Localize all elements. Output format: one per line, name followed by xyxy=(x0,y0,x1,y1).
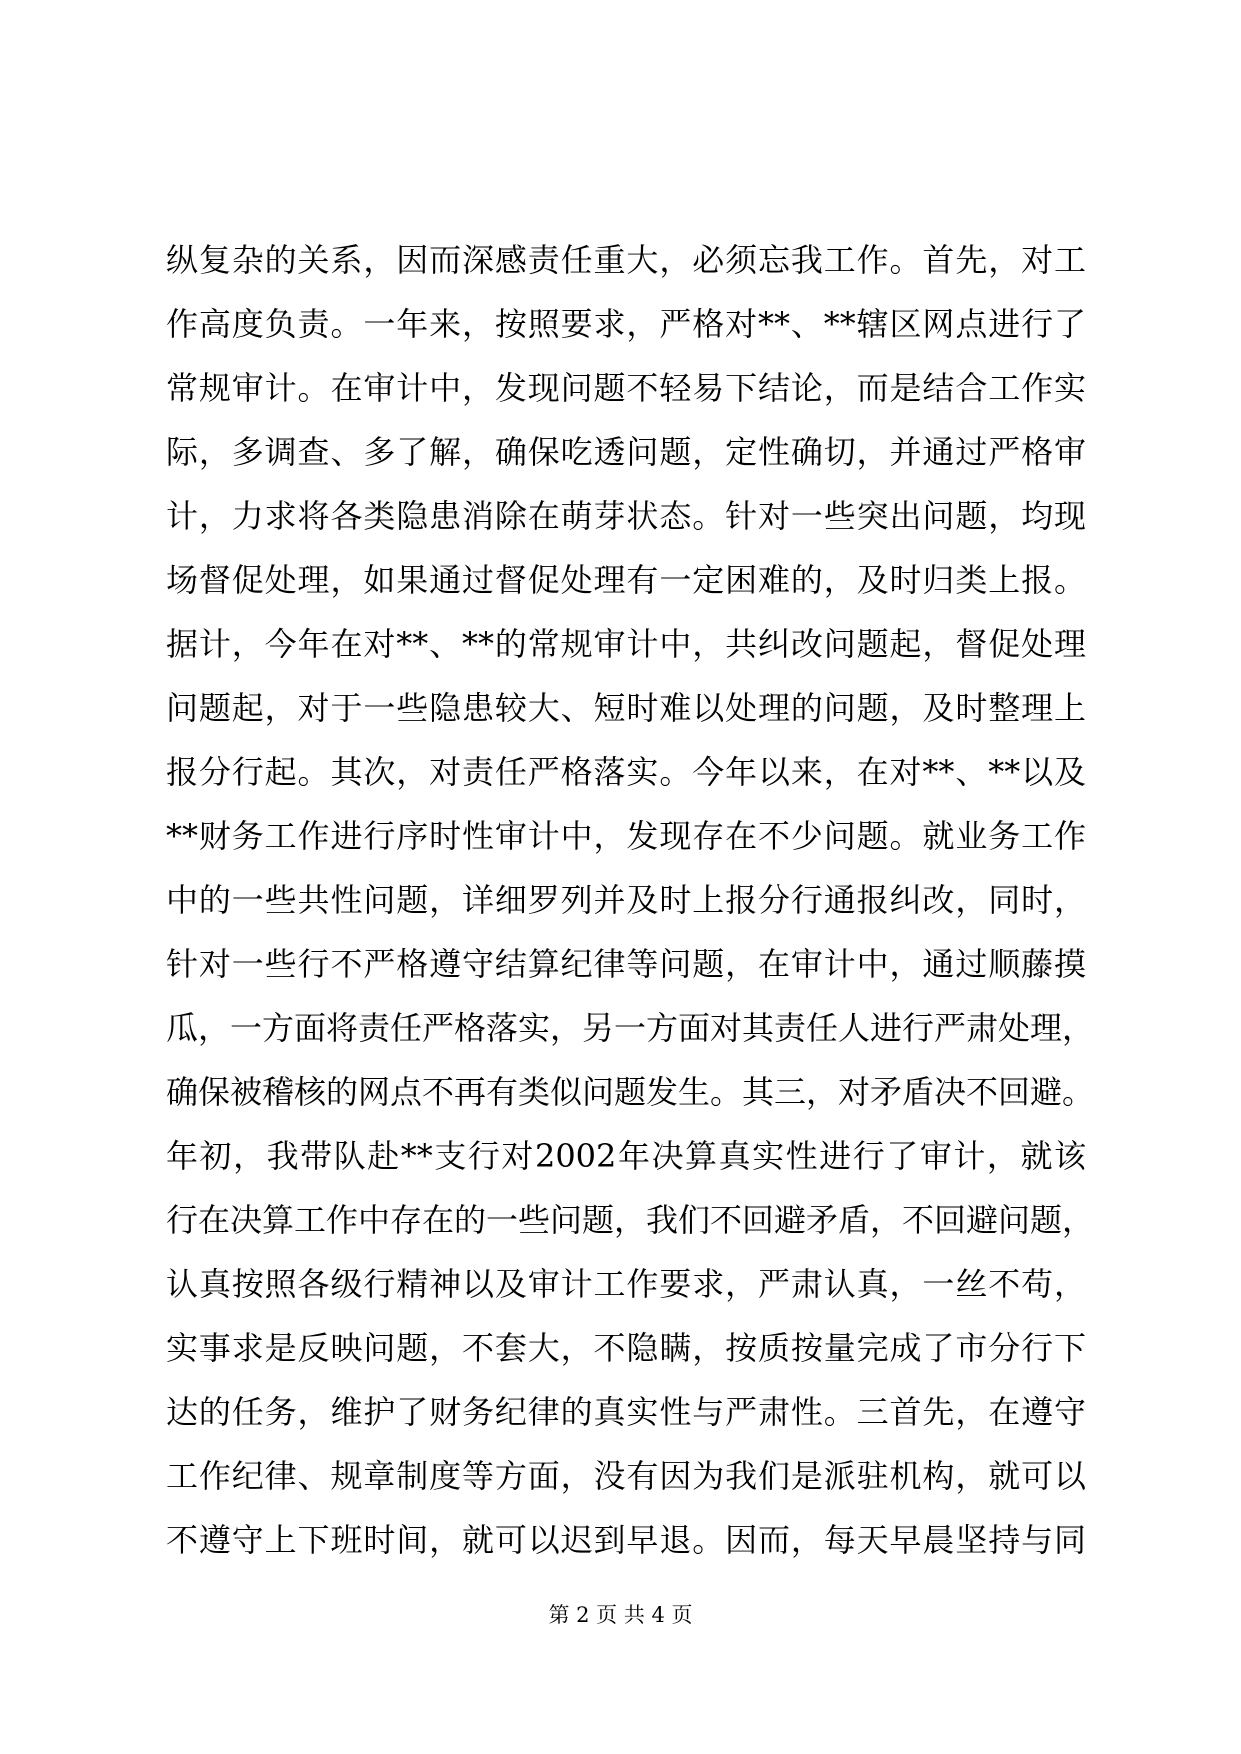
text-line: 作高度负责。一年来，按照要求，严格对**、**辖区网点进行了 xyxy=(166,305,1086,343)
text-line: 行在决算工作中存在的一些问题，我们不回避矛盾，不回避问题， xyxy=(166,1201,1095,1239)
text-line: 场督促处理，如果通过督促处理有一定困难的，及时归类上报。 xyxy=(166,561,1086,599)
text-line: **财务工作进行序时性审计中，发现存在不少问题。就业务工作 xyxy=(166,817,1086,855)
text-line: 问题起，对于一些隐患较大、短时难以处理的问题，及时整理上 xyxy=(166,689,1086,727)
text-line: 达的任务，维护了财务纪律的真实性与严肃性。三首先，在遵守 xyxy=(166,1393,1086,1431)
text-line: 确保被稽核的网点不再有类似问题发生。其三，对矛盾决不回避。 xyxy=(166,1073,1095,1111)
text-line: 针对一些行不严格遵守结算纪律等问题，在审计中，通过顺藤摸 xyxy=(166,945,1086,983)
text-line: 瓜，一方面将责任严格落实，另一方面对其责任人进行严肃处理， xyxy=(166,1009,1095,1047)
text-line: 常规审计。在审计中，发现问题不轻易下结论，而是结合工作实 xyxy=(166,369,1086,407)
page-number-footer: 第 2 页 共 4 页 xyxy=(548,1603,693,1627)
text-line: 际，多调查、多了解，确保吃透问题，定性确切，并通过严格审 xyxy=(166,433,1086,471)
text-line: 实事求是反映问题，不套大，不隐瞒，按质按量完成了市分行下 xyxy=(166,1329,1086,1367)
text-line: 纵复杂的关系，因而深感责任重大，必须忘我工作。首先，对工 xyxy=(166,241,1086,279)
text-line: 中的一些共性问题，详细罗列并及时上报分行通报纠改，同时， xyxy=(166,881,1086,919)
text-line: 不遵守上下班时间，就可以迟到早退。因而，每天早晨坚持与同 xyxy=(166,1521,1086,1559)
body-text xyxy=(166,228,1095,1572)
text-line: 年初，我带队赴**支行对2002年决算真实性进行了审计，就该 xyxy=(166,1137,1086,1175)
text-line: 认真按照各级行精神以及审计工作要求，严肃认真，一丝不苟， xyxy=(166,1265,1086,1303)
text-line: 报分行起。其次，对责任严格落实。今年以来，在对**、**以及 xyxy=(166,753,1086,791)
text-line: 计，力求将各类隐患消除在萌芽状态。针对一些突出问题，均现 xyxy=(166,497,1086,535)
text-line: 工作纪律、规章制度等方面，没有因为我们是派驻机构，就可以 xyxy=(166,1457,1086,1495)
text-line: 据计，今年在对**、**的常规审计中，共纠改问题起，督促处理 xyxy=(166,625,1086,663)
